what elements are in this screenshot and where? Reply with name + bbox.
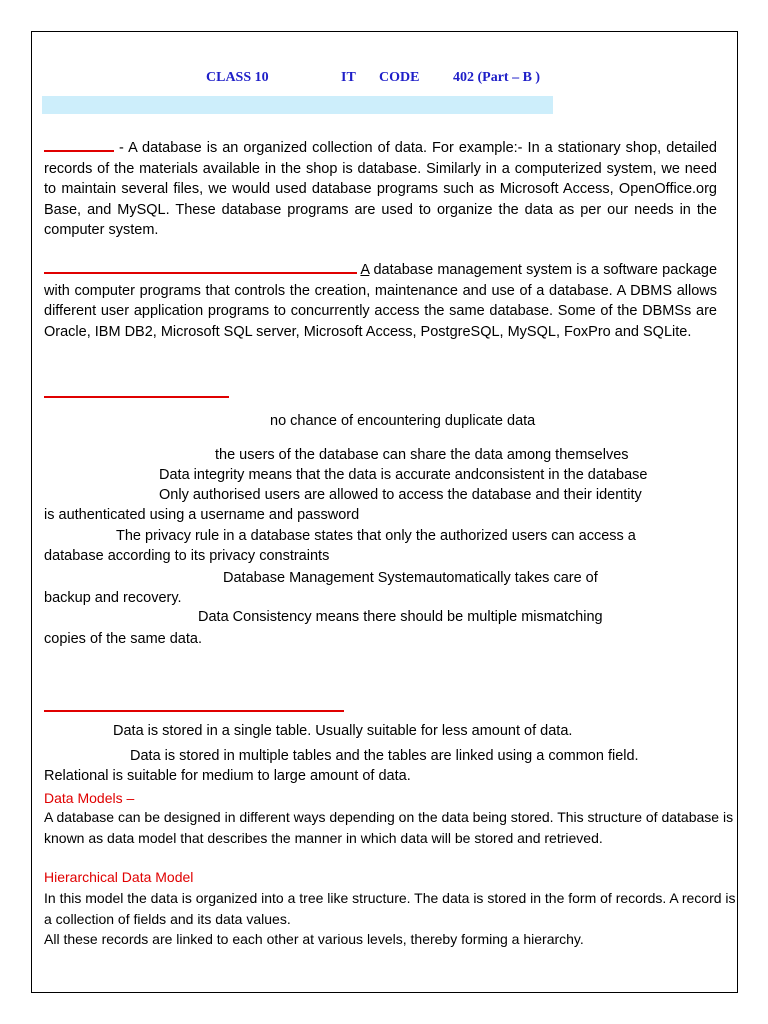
advantage-line: the users of the database can share the data among themselves xyxy=(215,447,629,463)
page-header xyxy=(0,70,768,90)
hierarchical-text-1: In this model the data is organized into a tree like structure. The data is stored in the form of records. A record is a collection of fields and its data values. xyxy=(44,890,736,927)
fill-blank xyxy=(44,258,357,274)
data-models-text: A database can be designed in different ways depending on the data being stored. This structure of database is known as data model that describes the manner in which data will be stored and retrieved. xyxy=(44,809,734,846)
db-type-line: Relational is suitable for medium to large amount of data. xyxy=(44,768,411,784)
advantage-line: database according to its privacy constraints xyxy=(44,548,330,564)
advantage-line: no chance of encountering duplicate data xyxy=(270,413,536,429)
advantage-line: copies of the same data. xyxy=(44,631,202,647)
advantage-line: Data integrity means that the data is accurate andconsistent in the database xyxy=(159,467,648,483)
db-type-line: Data is stored in multiple tables and the tables are linked using a common field. xyxy=(130,748,639,764)
fill-blank-db-types xyxy=(44,710,344,712)
dbms-first-letter: A xyxy=(360,262,370,278)
database-paragraph xyxy=(44,136,717,241)
fill-blank xyxy=(44,136,114,152)
hierarchical-heading: Hierarchical Data Model xyxy=(44,869,194,885)
db-type-line: Data is stored in a single table. Usually suitable for less amount of data. xyxy=(113,723,573,739)
class-label: CLASS 10 xyxy=(206,70,269,85)
data-models-heading: Data Models – xyxy=(44,790,135,806)
advantage-line: backup and recovery. xyxy=(44,590,182,606)
advantage-line: Only authorised users are allowed to access the database and their identity xyxy=(159,487,642,503)
dbms-text: database management system is a software package with computer programs that controls the creation, maintenance and use of a database. A DBMS allows different user application programs to concurrently access the same database. Some of the DBMSs are Oracle, IBM DB2, Microsoft SQL server, Microsoft Access, PostgreSQL, MySQL, FoxPro and SQLite. xyxy=(44,262,718,340)
advantage-line: Database Management Systemautomatically takes care of xyxy=(223,570,598,586)
fill-blank-advantages xyxy=(44,396,229,398)
hierarchical-text-2: All these records are linked to each other at various levels, thereby forming a hierarchy. xyxy=(44,931,584,947)
code-value: 402 (Part – B ) xyxy=(453,70,541,85)
database-text: - A database is an organized collection of data. For example:- In a stationary shop, detailed records of the materials available in the shop is database. Similarly in a computerized system, we need to maintain several files, we would used database programs such as Microsoft Access, OpenOffice.org Base, and MySQL. These database programs are used to organize the data as per our needs in the computer system. xyxy=(44,140,717,239)
dbms-paragraph xyxy=(44,258,717,342)
subject-label: IT xyxy=(341,70,356,85)
advantage-line: Data Consistency means there should be multiple mismatching xyxy=(198,609,603,625)
advantage-line: is authenticated using a username and password xyxy=(44,507,360,523)
advantage-line: The privacy rule in a database states that only the authorized users can access a xyxy=(116,528,636,544)
header-band xyxy=(42,96,553,114)
code-label: CODE xyxy=(379,70,420,85)
